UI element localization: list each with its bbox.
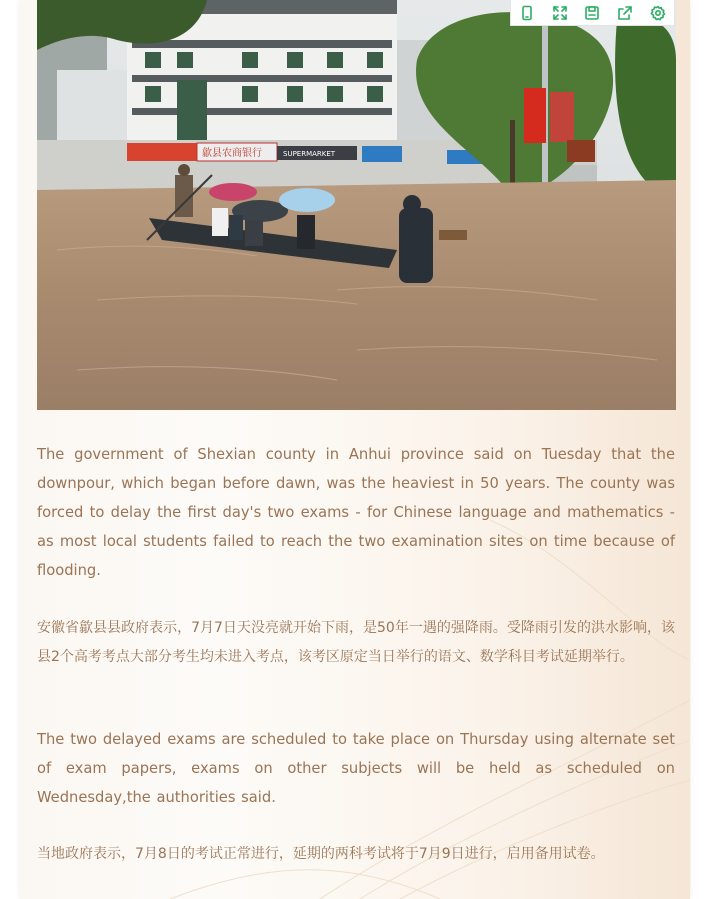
article-paragraph-en-1: The government of Shexian county in Anhui province said on Tuesday that the downpour, which began before dawn, was the heaviest in 50 years. The county was forced to delay the first day's two exams - for Chinese language and mathematics - as most local students failed to reach the two examination sites on time because of flooding. bbox=[37, 446, 675, 579]
article-paragraph-en-2: The two delayed exams are scheduled to take place on Thursday using alternate set of exam papers, exams on other subjects will be held as scheduled on Wednesday,the authorities said. bbox=[37, 731, 675, 806]
shop-sign-bank: 歙县农商银行 bbox=[202, 148, 262, 159]
fullscreen-icon bbox=[552, 5, 568, 21]
article-card bbox=[20, 0, 690, 899]
save-icon bbox=[584, 5, 600, 21]
flood-photo bbox=[37, 0, 676, 410]
share-button[interactable] bbox=[609, 0, 642, 26]
article-paragraph-zh-2: 当地政府表示，7月8日的考试正常进行，延期的两科考试将于7月9日进行，启用备用试卷。 bbox=[37, 846, 605, 862]
toolbar bbox=[510, 0, 675, 26]
share-icon bbox=[617, 5, 633, 21]
article-paragraph-zh-1: 安徽省歙县县政府表示，7月7日天没亮就开始下雨，是50年一遇的强降雨。受降雨引发的洪水影响，该县2个高考考点大部分考生均未进入考点，该考区原定当日举行的语文、数学科目考试延期举行。 bbox=[37, 620, 675, 665]
phone-view-button[interactable] bbox=[511, 0, 544, 26]
settings-button[interactable] bbox=[641, 0, 674, 26]
settings-icon bbox=[650, 5, 666, 21]
phone-view-icon bbox=[519, 5, 535, 21]
fullscreen-button[interactable] bbox=[544, 0, 577, 26]
shop-sign-supermarket: SUPERMARKET bbox=[283, 150, 336, 158]
save-button[interactable] bbox=[576, 0, 609, 26]
